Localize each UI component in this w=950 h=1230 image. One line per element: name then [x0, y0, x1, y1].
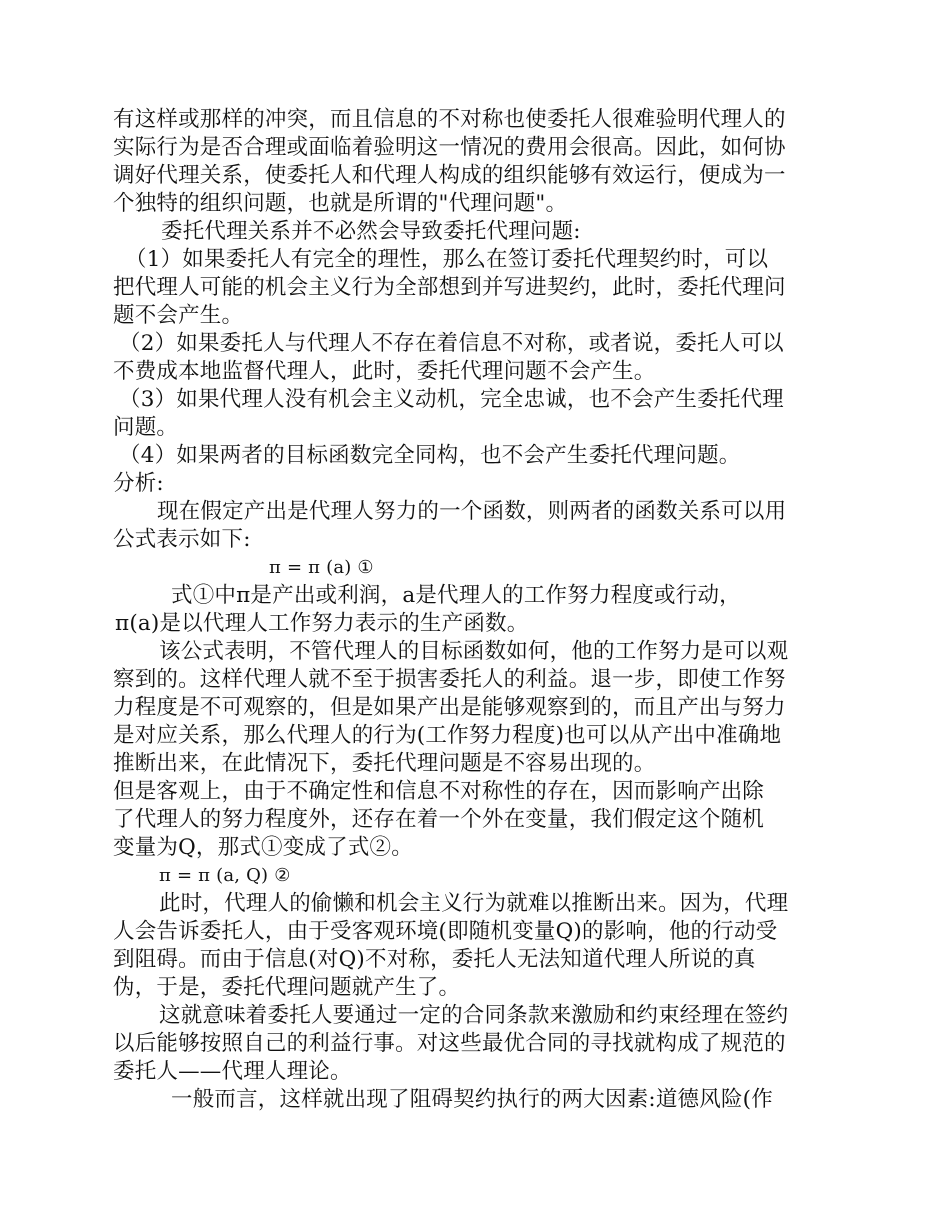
text-line: 式①中π是产出或利润，a是代理人的工作努力程度或行动，: [171, 583, 741, 608]
text-line: 问题。: [113, 415, 179, 440]
text-line: 一般而言，这样就出现了阻碍契约执行的两大因素:道德风险(作: [171, 1087, 773, 1112]
text-line: 实际行为是否合理或面临着验明这一情况的费用会很高。因此，如何协: [113, 135, 786, 160]
text-line: 但是客观上，由于不确定性和信息不对称性的存在，因而影响产出除: [113, 779, 765, 804]
text-line: 人会告诉委托人，由于受客观环境(即随机变量Q)的影响，他的行动受: [113, 919, 778, 944]
text-line: 变量为Q，那式①变成了式②。: [113, 835, 413, 860]
text-line: （3）如果代理人没有机会主义动机，完全忠诚，也不会产生委托代理: [119, 387, 784, 412]
text-line: 把代理人可能的机会主义行为全部想到并写进契约，此时，委托代理问: [113, 275, 786, 300]
text-line: 这就意味着委托人要通过一定的合同条款来激励和约束经理在签约: [159, 1003, 789, 1028]
text-line: 是对应关系，那么代理人的行为(工作努力程度)也可以从产出中准确地: [113, 723, 782, 748]
text-line: 伪，于是，委托代理问题就产生了。: [113, 975, 461, 1000]
text-line: （2）如果委托人与代理人不存在着信息不对称，或者说，委托人可以: [119, 331, 784, 356]
formula-line: π = π (a) ①: [269, 557, 374, 578]
text-line: 分析:: [113, 471, 164, 496]
text-line: 题不会产生。: [113, 303, 244, 328]
text-line: （1）如果委托人有完全的理性，那么在签订委托代理契约时，可以: [125, 247, 769, 272]
text-line: π(a)是以代理人工作努力表示的生产函数。: [115, 611, 529, 636]
text-line: 该公式表明，不管代理人的目标函数如何，他的工作努力是可以观: [159, 639, 789, 664]
text-line: 有这样或那样的冲突，而且信息的不对称也使委托人很难验明代理人的: [113, 107, 786, 132]
text-line: 此时，代理人的偷懒和机会主义行为就难以推断出来。因为，代理: [159, 891, 789, 916]
formula-line: π = π (a, Q) ②: [159, 865, 291, 886]
text-line: （4）如果两者的目标函数完全同构，也不会产生委托代理问题。: [119, 443, 741, 468]
text-line: 察到的。这样代理人就不至于损害委托人的利益。退一步，即使工作努: [113, 667, 786, 692]
text-line: 调好代理关系，使委托人和代理人构成的组织能够有效运行，便成为一: [113, 163, 786, 188]
text-line: 力程度是不可观察的，但是如果产出是能够观察到的，而且产出与努力: [113, 695, 786, 720]
text-line: 不费成本地监督代理人，此时，委托代理问题不会产生。: [113, 359, 656, 384]
text-line: 现在假定产出是代理人努力的一个函数，则两者的函数关系可以用: [157, 499, 787, 524]
text-line: 个独特的组织问题，也就是所谓的"代理问题"。: [113, 191, 568, 216]
text-line: 推断出来，在此情况下，委托代理问题是不容易出现的。: [113, 751, 656, 776]
text-line: 了代理人的努力程度外，还存在着一个外在变量，我们假定这个随机: [113, 807, 765, 832]
text-line: 委托人——代理人理论。: [113, 1059, 352, 1084]
text-line: 公式表示如下:: [113, 527, 251, 552]
text-line: 委托代理关系并不必然会导致委托代理问题:: [161, 219, 581, 244]
text-line: 到阻碍。而由于信息(对Q)不对称，委托人无法知道代理人所说的真: [113, 947, 756, 972]
text-line: 以后能够按照自己的利益行事。对这些最优合同的寻找就构成了规范的: [113, 1031, 786, 1056]
